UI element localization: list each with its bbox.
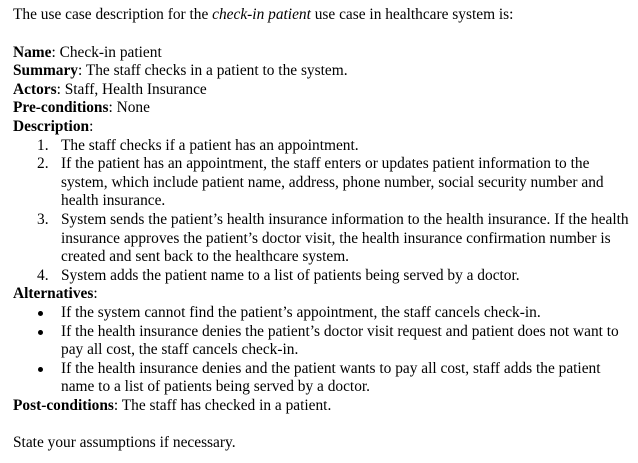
alternatives-colon: : xyxy=(93,285,98,303)
description-step xyxy=(13,137,632,156)
alternative-item xyxy=(13,360,632,397)
intro-suffix: use case in healthcare system is: xyxy=(310,6,514,23)
alternative-item xyxy=(13,323,632,360)
name-label: Name xyxy=(13,43,52,61)
step-text: System adds the patient name to a list of patients being served by a doctor. xyxy=(61,266,520,284)
postconditions-value: : The staff has checked in a patient. xyxy=(113,396,332,414)
bullet-icon xyxy=(38,311,43,316)
name-value: : Check-in patient xyxy=(51,43,162,61)
alternative-text: If the health insurance denies the patient’s doctor visit request and patient does not want to pay all cost, the staff cancels check-in. xyxy=(61,322,619,359)
description-heading xyxy=(13,118,632,137)
postconditions-field xyxy=(13,397,632,416)
description-step xyxy=(13,211,632,267)
preconditions-field xyxy=(13,99,632,118)
description-steps-list xyxy=(13,137,632,286)
step-text: System sends the patient’s health insurance information to the health insurance. If the health insurance approves the patient’s doctor visit, the health insurance confirmation number is created and sent back to the healthcare system. xyxy=(61,210,629,266)
bullet-icon xyxy=(38,330,43,335)
step-text: If the patient has an appointment, the staff enters or updates patient information to the system, which include patient name, address, phone number, social security number and health insurance. xyxy=(61,155,604,210)
preconditions-label: Pre-conditions xyxy=(13,99,109,117)
alternatives-label: Alternatives xyxy=(13,285,94,303)
postconditions-label: Post-conditions xyxy=(13,396,114,414)
actors-field xyxy=(13,81,632,100)
actors-value: : Staff, Health Insurance xyxy=(56,80,207,98)
step-number: 2. xyxy=(37,155,49,173)
description-label: Description xyxy=(13,117,90,135)
alternative-text: If the system cannot find the patient’s appointment, the staff cancels check-in. xyxy=(61,303,541,321)
intro-emphasis: check-in patient xyxy=(212,6,311,23)
intro-paragraph xyxy=(13,6,632,25)
description-step xyxy=(13,155,632,211)
alternative-item xyxy=(13,304,632,323)
name-field xyxy=(13,44,632,63)
alternative-text: If the health insurance denies and the patient wants to pay all cost, staff adds the patient name to a list of patients being served by a doctor. xyxy=(61,359,601,396)
step-number: 1. xyxy=(37,136,49,154)
alternatives-list xyxy=(13,304,632,397)
description-step xyxy=(13,267,632,286)
actors-label: Actors xyxy=(13,80,57,98)
description-colon: : xyxy=(89,117,94,135)
step-text: The staff checks if a patient has an appointment. xyxy=(61,136,359,154)
summary-field xyxy=(13,62,632,81)
intro-prefix: The use case description for the xyxy=(13,6,213,23)
alternatives-heading xyxy=(13,285,632,304)
summary-value: : The staff checks in a patient to the system. xyxy=(77,62,348,80)
bullet-icon xyxy=(38,367,43,372)
summary-label: Summary xyxy=(13,62,78,80)
step-number: 3. xyxy=(37,210,49,228)
preconditions-value: : None xyxy=(108,99,150,117)
step-number: 4. xyxy=(37,266,49,284)
closing-instruction: State your assumptions if necessary. xyxy=(13,434,236,452)
